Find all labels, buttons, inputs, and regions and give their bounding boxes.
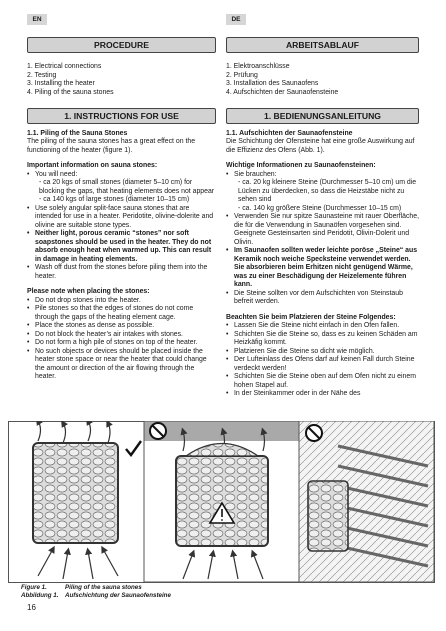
list-item: • Schichten Sie die Steine so, dass es zu keinen Schäden am Heizkäfig kommt.: [226, 331, 419, 348]
stone-piling-figure: [8, 421, 435, 583]
list-item: • In der Steinkammer oder in der Nähe des: [226, 390, 419, 399]
procedure-item: 2. Prüfung: [226, 71, 258, 79]
procedure-list: [226, 63, 419, 98]
need-detail: - ca 140 kgs of large stones (diameter 10–15 cm): [39, 196, 190, 204]
procedure-item: 3. Installation des Saunaofens: [226, 80, 319, 88]
german-column: [226, 37, 419, 399]
need-detail: - ca. 20 kg kleinere Steine (Durchmesser 5–10 cm) um die Lücken zu überdecken, so dass die Heizstäbe nicht zu sehen sind: [238, 179, 417, 204]
list-item: • Do not drop stones into the heater.: [27, 297, 216, 306]
placing-heading: Please note when placing the stones:: [27, 288, 150, 296]
placing-list: [226, 322, 419, 399]
caption-text: Piling of the sauna stones: [65, 584, 142, 591]
stones-info-heading: Wichtige Informationen zu Saunaofensteinen:: [226, 162, 376, 170]
procedure-heading: PROCEDURE: [27, 37, 216, 53]
subsection-heading: 1.1. Piling of the Sauna Stones: [27, 129, 128, 137]
list-item: • Use solely angular split-face sauna stones that are intended for use in a heater. Peridotite, olivine-dolerite and olivine are suitable stone types.: [27, 205, 216, 231]
stones-info-heading: Important information on sauna stones:: [27, 162, 158, 170]
list-item: • Verwenden Sie nur spitze Saunasteine mit rauer Oberfläche, die für die Verwendung in Saunaöfen vorgesehen sind. Geeignete Gesteinsarten sind Peridotit, Olivin-Dolerit und Olivin.: [226, 213, 419, 247]
section-heading: 1. INSTRUCTIONS FOR USE: [27, 108, 216, 124]
figure-caption-de: [21, 592, 171, 599]
list-item: • Place the stones as dense as possible.: [27, 322, 216, 331]
need-detail: - ca 20 kgs of small stones (diameter 5–10 cm) for blocking the gaps, that heating elements does not appear: [39, 179, 215, 195]
language-tag-de: DE: [226, 14, 246, 25]
stones-info-list: [27, 171, 216, 282]
placing-list: [27, 297, 216, 382]
object-near-heater-panel: [299, 421, 434, 582]
heater-stones: [308, 481, 348, 551]
list-item: • No such objects or devices should be placed inside the heater stone space or near the heater that could change the amount or direction of the air flowing through the heater.: [27, 348, 216, 382]
list-item: • Do not block the heater’s air intakes with stones.: [27, 331, 216, 340]
subsection-heading: 1.1. Aufschichten der Saunaofensteine: [226, 129, 353, 137]
list-item: [27, 171, 216, 205]
heater-stones: [33, 443, 118, 543]
caption-text: Aufschichtung der Saunaofensteine: [65, 592, 171, 599]
caption-label: Figure 1.: [21, 584, 47, 591]
heater-stones: [176, 456, 268, 546]
figure-caption-en: [21, 584, 142, 591]
stones-info-list: [226, 171, 419, 307]
procedure-item: 2. Testing: [27, 71, 57, 79]
caption-label: Abbildung 1.: [21, 592, 59, 599]
need-text: You will need:: [35, 170, 78, 178]
list-item: • Der Lufteinlass des Ofens darf auf keinen Fall durch Steine verdeckt werden!: [226, 356, 419, 373]
procedure-item: 3. Installing the heater: [27, 80, 95, 88]
language-tag-en: EN: [27, 14, 47, 25]
intro-paragraph: The piling of the sauna stones has a great effect on the functioning of the heater (figure 1).: [27, 138, 196, 154]
need-text: Sie brauchen:: [234, 170, 277, 178]
section-heading: 1. BEDIENUNGSANLEITUNG: [226, 108, 419, 124]
need-detail: - ca. 140 kg größere Steine (Durchmesser 10–15 cm): [238, 204, 402, 212]
list-item: • Die Steine sollten vor dem Aufschichten von Steinstaub befreit werden.: [226, 290, 419, 307]
placing-heading: Beachten Sie beim Platzieren der Steine Folgendes:: [226, 313, 396, 321]
english-column: [27, 37, 216, 382]
procedure-item: 4. Aufschichten der Saunaofensteine: [226, 89, 339, 97]
procedure-item: 1. Electrical connections: [27, 63, 102, 70]
list-item: • Lassen Sie die Steine nicht einfach in den Ofen fallen.: [226, 322, 419, 331]
list-item: • Schichten Sie die Steine oben auf dem Ofen nicht zu einem hohen Stapel auf.: [226, 373, 419, 390]
list-item: • Neither light, porous ceramic “stones” nor soft soapstones should be used in the heater. They do not absorb enough heat when warmed up. This can result in damage in heating elements.: [27, 230, 216, 264]
list-item: • Do not form a high pile of stones on top of the heater.: [27, 339, 216, 348]
procedure-heading: ARBEITSABLAUF: [226, 37, 419, 53]
list-item: • Im Saunaofen sollten weder leichte poröse „Steine“ aus Keramik noch weiche Specksteine verwendet werden. Sie absorbieren beim Erhitzen nicht genügend Wärme, was zu einer Beschädigung der Heizelemente führen kann.: [226, 247, 419, 290]
list-item: [226, 171, 419, 214]
procedure-list: [27, 63, 216, 98]
procedure-item: 4. Piling of the sauna stones: [27, 89, 114, 97]
list-item: • Pile stones so that the edges of stones do not come through the gaps of the heating element cage.: [27, 305, 216, 322]
page-number: 16: [27, 603, 36, 612]
intro-paragraph: Die Schichtung der Ofensteine hat eine große Auswirkung auf die Effizienz des Ofens (Abb. 1).: [226, 138, 415, 154]
list-item: • Wash off dust from the stones before piling them into the heater.: [27, 264, 216, 281]
procedure-item: 1. Elektroanschlüsse: [226, 63, 290, 70]
list-item: • Platzieren Sie die Steine so dicht wie möglich.: [226, 348, 419, 357]
